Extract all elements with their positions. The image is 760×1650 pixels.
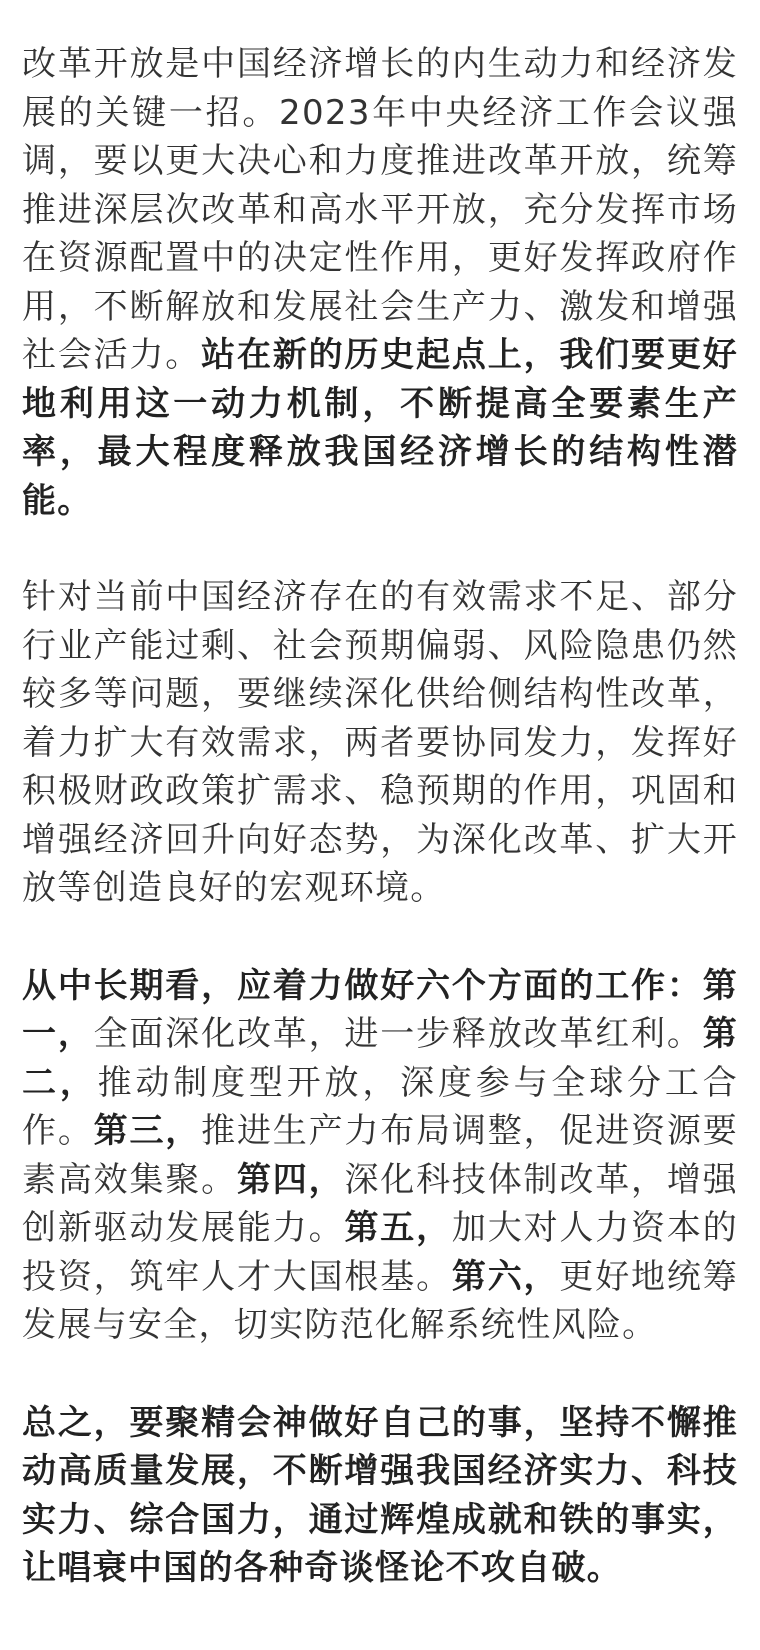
task-3-text: 推进生产力布局调整，促进资源要素高效集聚。 (22, 1111, 738, 1200)
task-5-label: 第五， (344, 1208, 452, 1248)
paragraph-1-text: 改革开放是中国经济增长的内生动力和经济发展的关键一招。2023年中央经济工作会议强调，要以更大决心和力度推进改革开放，统筹推进深层次改革和高水平开放，充分发挥市场在资源配置中的决定性作用，更好发挥政府作用，不断解放和发展社会生产力、激发和增强社会活力。 (22, 44, 738, 375)
paragraph-six-tasks (22, 962, 738, 1350)
task-6-text: 更好地统筹发展与安全，切实防范化解系统性风险。 (22, 1256, 738, 1345)
paragraph-conclusion (22, 1399, 738, 1593)
paragraph-2-text: 针对当前中国经济存在的有效需求不足、部分行业产能过剩、社会预期偏弱、风险隐患仍然较多等问题，要继续深化供给侧结构性改革，着力扩大有效需求，两者要协同发力，发挥好积极财政政策扩需求、稳预期的作用，巩固和增强经济回升向好态势，为深化改革、扩大开放等创造良好的宏观环境。 (22, 577, 738, 908)
task-3-label: 第三， (93, 1111, 202, 1151)
paragraph-1-emphasis: 站在新的历史起点上，我们要更好地利用这一动力机制，不断提高全要素生产率，最大程度释放我国经济增长的结构性潜能。 (22, 335, 739, 521)
six-tasks-intro: 从中长期看，应着力做好六个方面的工作：第一， (22, 965, 738, 1054)
conclusion-text: 总之，要聚精会神做好自己的事，坚持不懈推动高质量发展，不断增强我国经济实力、科技实力、综合国力，通过辉煌成就和铁的事实，让唱衰中国的各种奇谈怪论不攻自破。 (22, 1402, 738, 1588)
task-4-text: 深化科技体制改革，增强创新驱动发展能力。 (22, 1159, 738, 1248)
task-2-text: 推动制度型开放，深度参与全球分工合作。 (22, 1062, 738, 1151)
task-5-text: 加大对人力资本的投资，筑牢人才大国根基。 (22, 1208, 738, 1297)
task-2-label: 第二， (22, 1014, 738, 1103)
task-1-text: 全面深化改革，进一步释放改革红利。 (93, 1014, 703, 1054)
task-4-label: 第四， (236, 1159, 345, 1200)
task-6-label: 第六， (451, 1256, 560, 1297)
paragraph-demand (22, 573, 738, 913)
paragraph-reform-opening (22, 40, 738, 525)
